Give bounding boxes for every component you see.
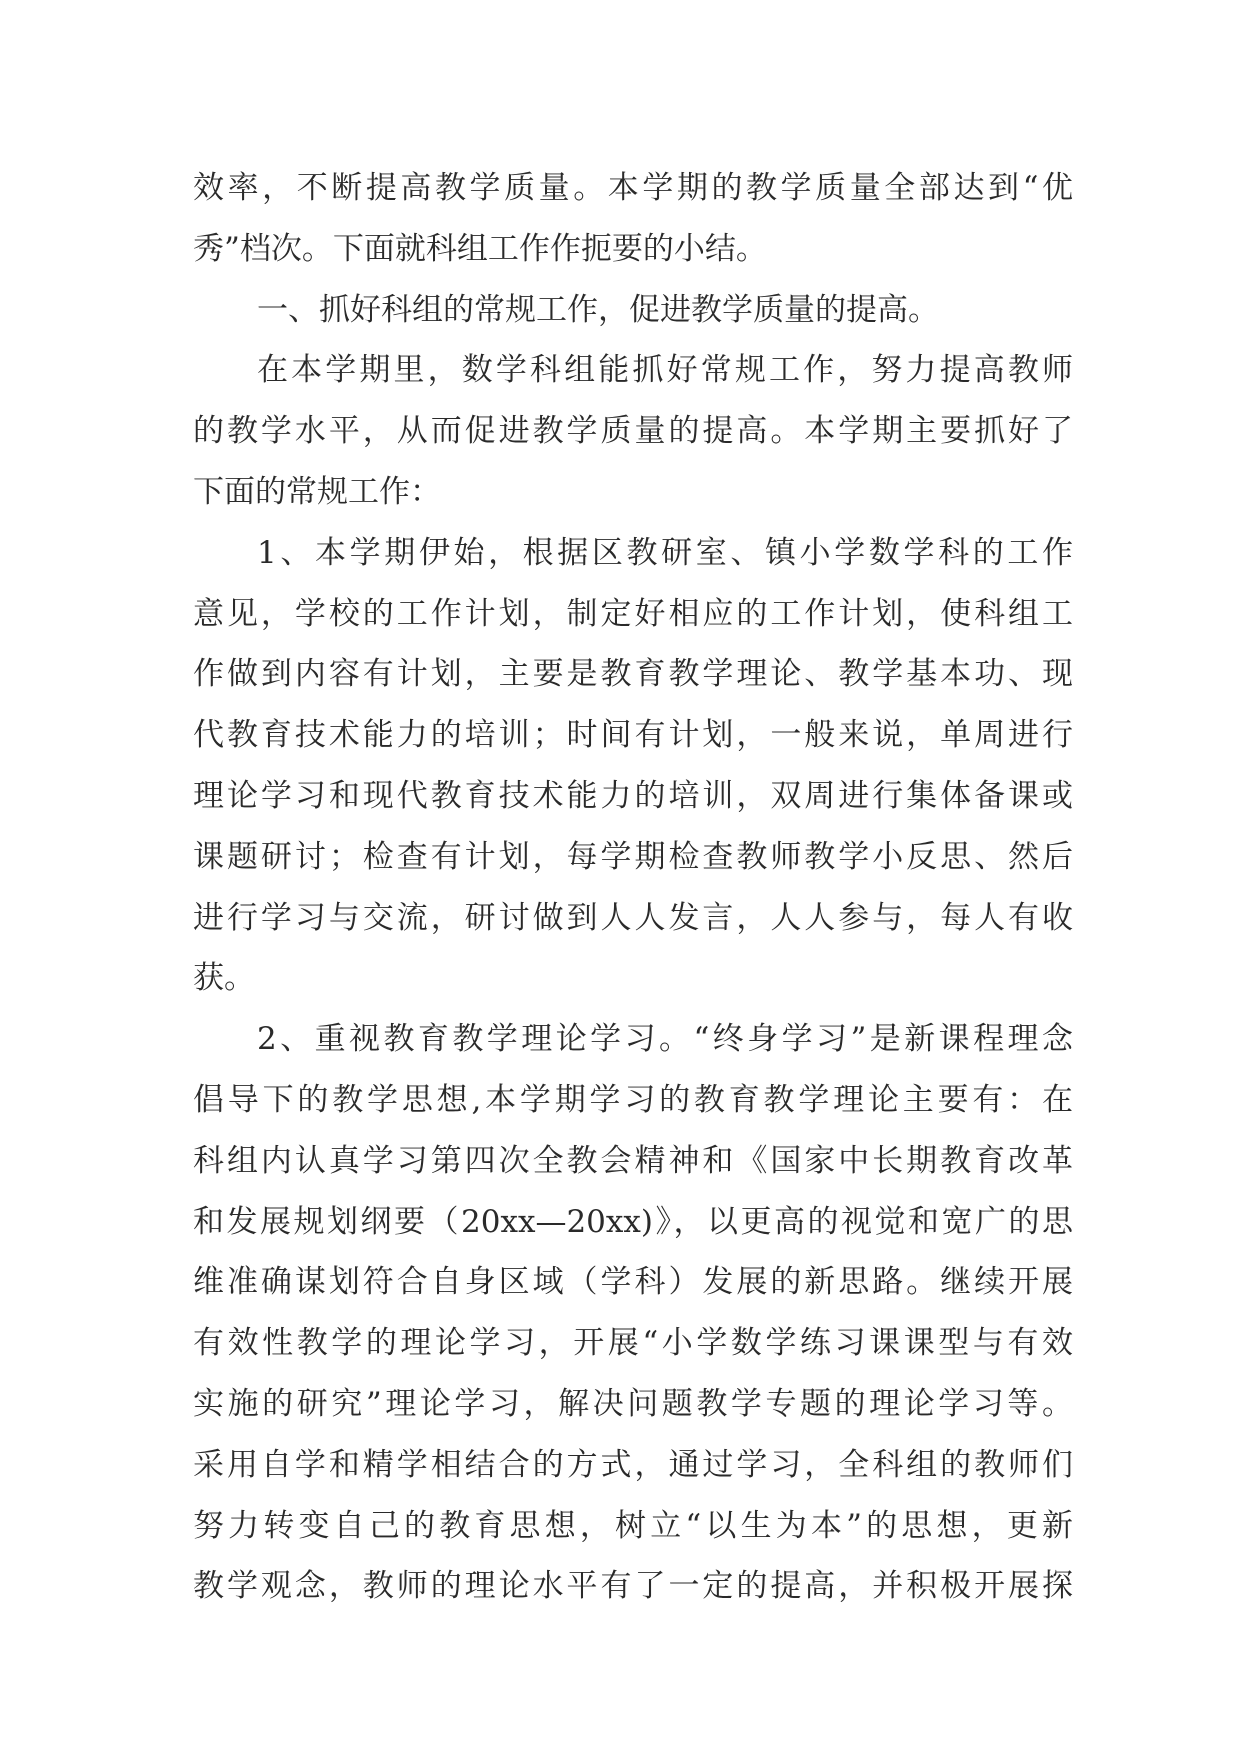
text-line: 课题研讨；检查有计划，每学期检查教师教学小反思、然后 (193, 838, 1073, 875)
text-line: 努力转变自己的教育思想，树立“以生为本”的思想，更新 (193, 1507, 1073, 1544)
text-line: 实施的研究”理论学习，解决问题教学专题的理论学习等。 (193, 1385, 1073, 1422)
text-line: 科组内认真学习第四次全教会精神和《国家中长期教育改革 (193, 1142, 1073, 1179)
text-line: 一、抓好科组的常规工作，促进教学质量的提高。 (257, 291, 939, 328)
text-line: 1、本学期伊始，根据区教研室、镇小学数学科的工作 (257, 534, 1073, 571)
text-line: 教学观念，教师的理论水平有了一定的提高，并积极开展探 (193, 1568, 1073, 1605)
text-line: 代教育技术能力的培训；时间有计划，一般来说，单周进行 (193, 717, 1073, 754)
text-line: 的教学水平，从而促进教学质量的提高。本学期主要抓好了 (193, 413, 1073, 450)
text-line: 秀”档次。下面就科组工作作扼要的小结。 (193, 230, 767, 267)
document-body (193, 158, 1073, 1617)
text-line: 理论学习和现代教育技术能力的培训，双周进行集体备课或 (193, 777, 1073, 814)
text-line: 倡导下的教学思想,本学期学习的教育教学理论主要有：在 (193, 1081, 1073, 1118)
text-line: 进行学习与交流，研讨做到人人发言，人人参与，每人有收 (193, 899, 1073, 936)
text-line: 有效性教学的理论学习，开展“小学数学练习课课型与有效 (193, 1325, 1073, 1362)
text-line: 采用自学和精学相结合的方式，通过学习，全科组的教师们 (193, 1446, 1073, 1483)
text-line: 和发展规划纲要（20xx—20xx)》，以更高的视觉和宽广的思 (193, 1203, 1073, 1240)
text-line: 效率，不断提高教学质量。本学期的教学质量全部达到“优 (193, 170, 1073, 206)
text-line: 获。 (193, 960, 255, 997)
text-line: 下面的常规工作： (193, 473, 441, 510)
text-line: 意见，学校的工作计划，制定好相应的工作计划，使科组工 (193, 595, 1073, 632)
text-line: 维准确谋划符合自身区域（学科）发展的新思路。继续开展 (193, 1264, 1073, 1301)
text-line: 在本学期里，数学科组能抓好常规工作，努力提高教师 (257, 352, 1073, 389)
text-line: 作做到内容有计划，主要是教育教学理论、教学基本功、现 (193, 656, 1073, 693)
text-line: 2、重视教育教学理论学习。“终身学习”是新课程理念 (257, 1021, 1073, 1058)
